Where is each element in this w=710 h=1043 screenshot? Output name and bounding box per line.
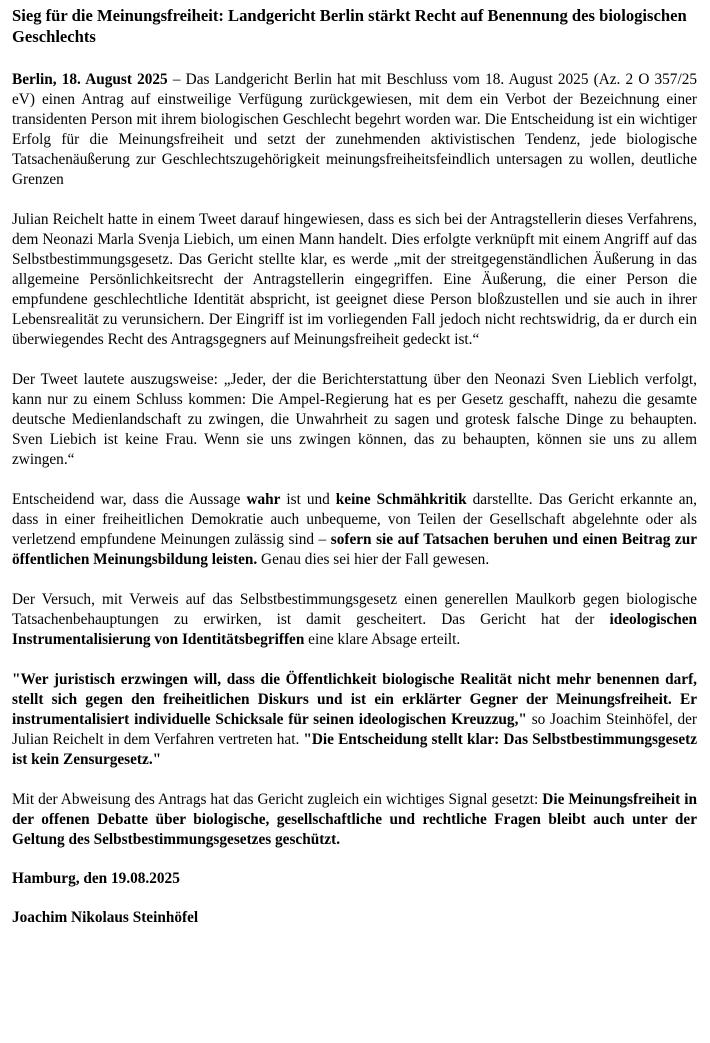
dateline-dash: –	[167, 71, 186, 88]
decision-text-2: ist und	[280, 491, 336, 508]
statement-quote-2: "Die Entscheidung stellt klar: Das Selbstbestimmungsgesetz ist kein Zensurgesetz."	[12, 731, 697, 768]
place-and-date	[12, 869, 697, 889]
paragraph-failed-attempt	[12, 590, 697, 650]
decision-text-4: Genau dies sei hier der Fall gewesen.	[257, 551, 490, 568]
paragraph-decision	[12, 490, 697, 570]
paragraph-intro	[12, 70, 697, 190]
decision-bold-condition: sofern sie auf Tatsachen beruhen und einen Beitrag zur öffentlichen Meinungsbildung leisten.	[12, 531, 697, 568]
signature	[12, 908, 697, 928]
intro-text: Das Landgericht Berlin hat mit Beschluss vom 18. August 2025 (Az. 2 O 357/25 eV) einen Antrag auf einstweilige Verfügung zurückgewiesen, mit dem ein Verbot der Bezeichnung einer transidenten Person mit ihrem biologischen Geschlecht begehrt worden war. Die Entscheidung ist ein wichtiger Erfolg für die Meinungsfreiheit und setzt der zunehmenden aktivistischen Tendenz, jede biologische Tatsachenäußerung zur Geschlechtszugehörigkeit meinungsfreiheitsfeindlich untersagen zu wollen, deutliche Grenzen	[12, 71, 698, 188]
signature-name: Joachim Nikolaus Steinhöfel	[12, 909, 199, 926]
document-title: Sieg für die Meinungsfreiheit: Landgericht Berlin stärkt Recht auf Benennung des biologischen Geschlechts	[12, 6, 687, 46]
statement-quote-1: "Wer juristisch erzwingen will, dass die Öffentlichkeit biologische Realität nicht mehr benennen darf, stellt sich gegen den freiheitlichen Diskurs und ist ein erklärter Gegner der Meinungsfreiheit. Er instrumentalisiert individuelle Schicksale für seinen ideologischen Kreuzzug,"	[12, 671, 697, 728]
decision-bold-no-insult: keine Schmähkritik	[335, 491, 467, 508]
dateline: Berlin, 18. August 2025	[12, 71, 168, 88]
paragraph-tweet-quote: Der Tweet lautete auszugsweise: „Jeder, der die Berichterstattung über den Neonazi Sven Lieblich verfolgt, kann nur zu einem Schluss kommen: Die Ampel-Regierung hat es per Gesetz geschafft, nahezu die gesamte deutsche Medienlandschaft zu zwingen, die Unwahrheit zu sagen und grotesk falsche Dinge zu behaupten. Sven Liebich ist keine Frau. Wenn sie uns zwingen können, das zu behaupten, können sie uns zu allem zwingen.“	[12, 371, 697, 468]
decision-bold-true: wahr	[246, 491, 281, 508]
conclusion-bold: Die Meinungsfreiheit in der offenen Debatte über biologische, gesellschaftliche und rechtliche Fragen bleibt auch unter der Geltung des Selbstbestimmungsgesetzes geschützt.	[12, 791, 697, 848]
statement-attribution: so Joachim Steinhöfel, der Julian Reichelt in dem Verfahren vertreten hat.	[12, 711, 698, 748]
place-date-text: Hamburg, den 19.08.2025	[12, 870, 180, 887]
paragraph-statement	[12, 670, 697, 770]
attempt-text-2: eine klare Absage erteilt.	[304, 631, 461, 648]
paragraph-conclusion	[12, 790, 697, 850]
decision-text-1: Entscheidend war, dass die Aussage	[12, 491, 247, 508]
attempt-bold: ideologischen Instrumentalisierung von Identitätsbegriffen	[12, 611, 697, 648]
paragraph-background: Julian Reichelt hatte in einem Tweet darauf hingewiesen, dass es sich bei der Antragstellerin dieses Verfahrens, dem Neonazi Marla Svenja Liebich, um einen Mann handelt. Dies erfolgte verknüpft mit einem Angriff auf das Selbstbestimmungsgesetz. Das Gericht stellte klar, es werde „mit der streitgegenständlichen Äußerung in das allgemeine Persönlichkeitsrecht der Antragstellerin eingegriffen. Eine Äußerung, die einer Person die empfundene geschlechtliche Identität abspricht, ist geeignet diese Person bloßzustellen und sie auch in ihrer Lebensrealität zu verunsichern. Der Eingriff ist im vorliegenden Fall jedoch nicht rechtswidrig, da er durch ein überwiegendes Recht des Antragsgegners auf Meinungsfreiheit gedeckt ist.“	[12, 211, 697, 348]
conclusion-text: Mit der Abweisung des Antrags hat das Gericht zugleich ein wichtiges Signal gesetzt:	[12, 791, 543, 808]
decision-text-3: darstellte. Das Gericht erkannte an, dass in einer freiheitlichen Demokratie auch unbequeme, von Teilen der Gesellschaft abgelehnte oder als verletzend empfundene Meinungen zulässig sind –	[12, 491, 698, 548]
attempt-text-1: Der Versuch, mit Verweis auf das Selbstbestimmungsgesetz einen generellen Maulkorb gegen biologische Tatsachenbehauptungen zu erwirken, ist damit gescheitert. Das Gericht hat der	[12, 591, 697, 628]
